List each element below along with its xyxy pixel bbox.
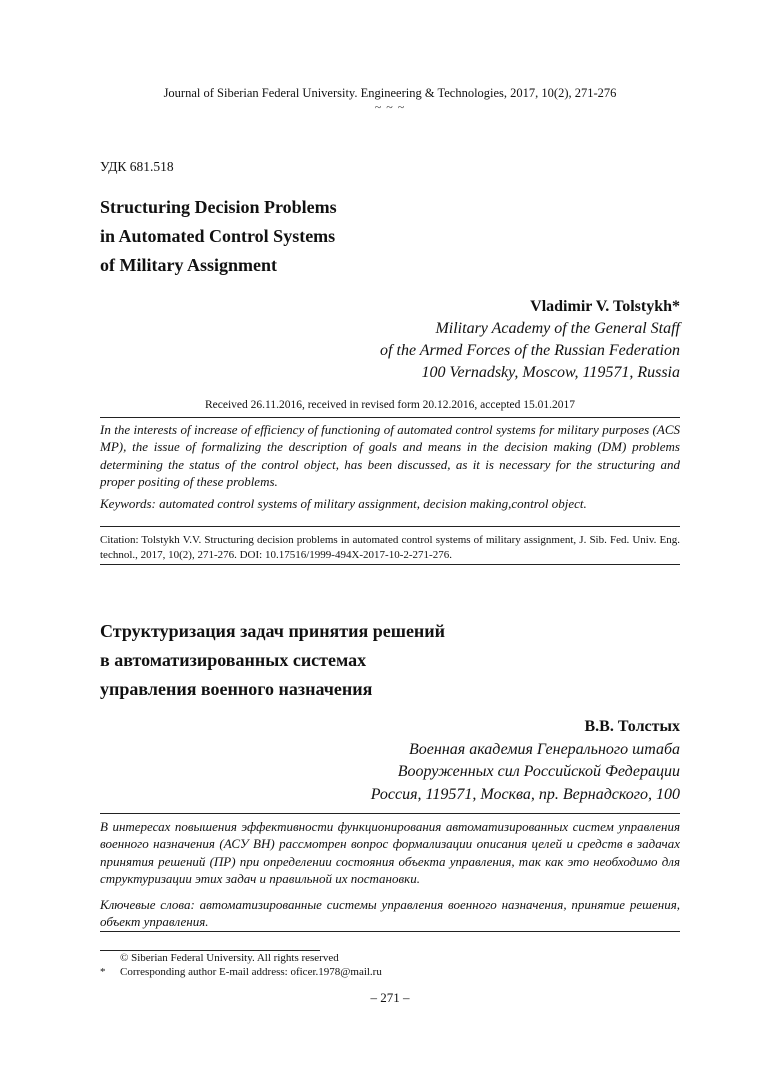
english-title-line: in Automated Control Systems [100, 226, 336, 246]
english-abstract [100, 421, 680, 512]
english-title-line: Structuring Decision Problems [100, 197, 337, 217]
english-keywords: Keywords: automated control systems of military assignment, decision making,control object. [100, 496, 587, 512]
copyright-footnote: © Siberian Federal University. All rights reserved [120, 952, 339, 964]
corresponding-email: Corresponding author E-mail address: oficer.1978@mail.ru [120, 966, 382, 978]
russian-title-line: Структуризация задач принятия решений [100, 621, 446, 641]
corresponding-author-footnote [100, 965, 382, 979]
russian-title-line: управления военного назначения [100, 679, 373, 699]
divider [100, 564, 680, 565]
divider [100, 931, 680, 932]
russian-abstract [100, 818, 680, 931]
page-number: – 271 – [370, 990, 410, 1005]
russian-abstract-text: В интересах повышения эффективности функционирования автоматизированных систем управления военного назначения (АСУ ВН) рассмотрен вопрос формализации описания целей и средств в задачах принятия решений (ПР) при определении состояния объекта управления, так как это необходимо для структуризации этих задач и правильной их постановки. [100, 819, 680, 886]
divider [100, 813, 680, 814]
journal-header: Journal of Siberian Federal University. Engineering & Technologies, 2017, 10(2), 271-276 [163, 86, 617, 100]
russian-keywords: Ключевые слова: автоматизированные системы управления военного назначения, принятие решения, объект управления. [100, 897, 680, 930]
russian-author-block [371, 716, 680, 806]
footnote-mark: * [100, 966, 106, 978]
english-abstract-text: In the interests of increase of efficiency of functioning of automated control systems for military purposes (ACS MP), the issue of formalizing the description of goals and means in the decision making (DM) problems determining the status of the control object, has been discussed, as it is necessary for the structuring and proper positing of these problems. [100, 422, 680, 489]
udk-code: УДК 681.518 [100, 159, 174, 174]
english-affiliation-line: of the Armed Forces of the Russian Federation [380, 342, 680, 359]
english-title [100, 193, 520, 280]
divider [100, 417, 680, 418]
english-affiliation-line: Military Academy of the General Staff [435, 320, 680, 337]
divider [100, 526, 680, 527]
russian-title [100, 617, 600, 704]
russian-affiliation-line: Россия, 119571, Москва, пр. Вернадского, 100 [370, 785, 680, 803]
citation: Citation: Tolstykh V.V. Structuring decision problems in automated control systems of military assignment, J. Sib. Fed. Univ. Eng. technol., 2017, 10(2), 271-276. DOI: 10.17516/1999-494X-2017-10-2-271-276. [100, 534, 680, 561]
russian-title-line: в автоматизированных системах [100, 650, 367, 670]
received-dates: Received 26.11.2016, received in revised form 20.12.2016, accepted 15.01.2017 [204, 399, 576, 411]
english-author-name: Vladimir V. Tolstykh* [530, 298, 680, 315]
russian-affiliation-line: Военная академия Генерального штаба [409, 740, 680, 758]
english-title-line: of Military Assignment [100, 255, 277, 275]
english-affiliation-line: 100 Vernadsky, Moscow, 119571, Russia [421, 364, 680, 381]
header-separator: ~ ~ ~ [374, 100, 406, 114]
russian-author-name: В.В. Толстых [584, 718, 680, 735]
russian-affiliation-line: Вооруженных сил Российской Федерации [397, 763, 680, 780]
english-author-block [380, 296, 680, 384]
